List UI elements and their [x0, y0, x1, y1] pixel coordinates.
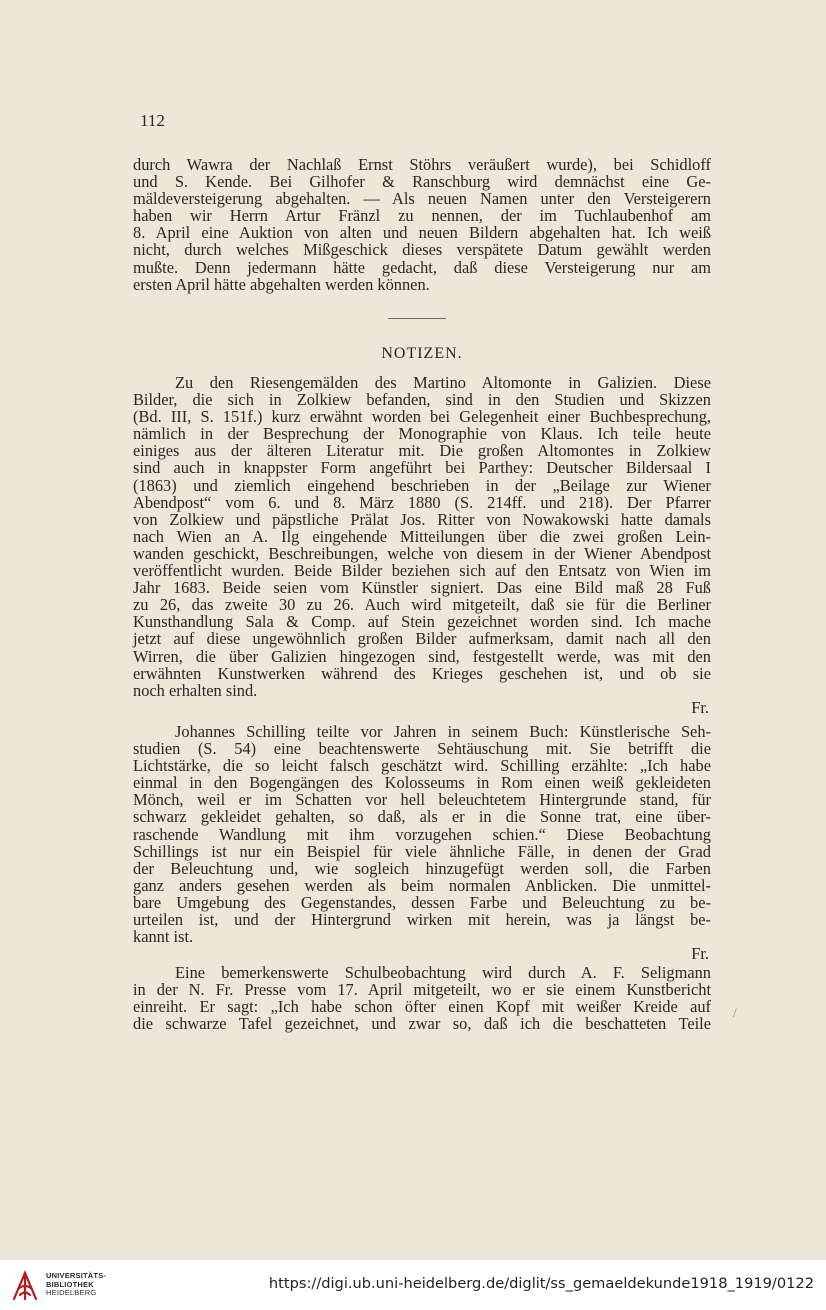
text-line: Abendpost“ vom 6. und 8. März 1880 (S. 214ff. und 218). Der Pfarrer	[133, 492, 711, 512]
text-line: urteilen ist, und der Hintergrund wirken mit herein, was ja längst be-	[133, 910, 711, 930]
text-line: Bilder, die sich in Zolkiew befanden, sind in den Studien und Skizzen	[133, 390, 711, 410]
text-line: noch erhalten sind.	[133, 680, 258, 700]
text-line: einiges aus der älteren Literatur mit. Die großen Altomontes in Zolkiew	[133, 441, 711, 461]
footer-bar	[0, 1259, 826, 1310]
text-line: veröffentlicht wurden. Beide Bilder beziehen sich auf den Entsatz von Wien im	[133, 561, 711, 581]
text-line: mäldeversteigerung abgehalten. — Als neuen Namen unter den Versteigerern	[133, 189, 711, 209]
text-line: schwarz gekleidet gehalten, so daß, als er in die Sonne trat, eine über-	[133, 807, 711, 827]
text-line: der Beleuchtung und, wie sogleich hinzugefügt werden soll, die Farben	[133, 858, 711, 878]
library-name-line: UNIVERSITÄTS-	[46, 1271, 107, 1280]
text-line: (Bd. III, S. 151f.) kurz erwähnt worden bei Gelegenheit einer Buchbesprechung,	[133, 407, 711, 427]
text-line: raschende Wandlung mit ihm vorzugehen schien.“ Diese Beobachtung	[133, 824, 711, 844]
author-signature: Fr.	[691, 697, 709, 717]
text-line: von Zolkiew und päpstliche Prälat Jos. Ritter von Nowakowski hatte damals	[133, 509, 711, 529]
text-line: Kunsthandlung Sala & Comp. auf Stein gezeichnet worden sind. Ich mache	[133, 612, 711, 632]
text-line: wanden geschickt, Beschreibungen, welche von diesem in der Wiener Abendpost	[133, 543, 711, 563]
text-line: mußte. Denn jedermann hätte gedacht, daß diese Versteigerung nur am	[133, 257, 711, 277]
text-line: nämlich in der Besprechung der Monographie von Klaus. Ich teile heute	[133, 424, 711, 444]
library-name-line: BIBLIOTHEK	[46, 1279, 94, 1289]
note-schilling	[133, 723, 711, 962]
text-line: nicht, durch welches Mißgeschick dieses verspätete Datum gewählt werden	[133, 240, 711, 260]
permalink-url[interactable]: https://digi.ub.uni-heidelberg.de/diglit/ss_gemaeldekunde1918_1919/0122	[268, 1275, 814, 1292]
text-line: kannt ist.	[133, 927, 194, 947]
text-line: (1863) und ziemlich eingehend beschrieben in der „Beilage zur Wiener	[133, 475, 711, 495]
text-line: Mönch, weil er im Schatten vor hell beleuchtetem Hintergrunde stand, für	[133, 790, 711, 810]
text-line: jetzt auf diese ungewöhnlich großen Bilder aufmerksam, damit nach all den	[133, 629, 711, 649]
text-line: Zu den Riesengemälden des Martino Altomonte in Galizien. Diese	[175, 373, 711, 392]
section-divider	[388, 318, 446, 319]
text-line: erwähnten Kunstwerken während des Krieges geschehen ist, und ob sie	[133, 663, 711, 683]
text-line: Wirren, die über Galizien hingezogen sind, festgestellt werde, was mit den	[133, 646, 711, 666]
author-signature: Fr.	[691, 944, 709, 964]
text-line: zu 26, das zweite 30 zu 26. Auch wird mitgeteilt, daß sie für die Berliner	[133, 595, 711, 615]
library-name-line: HEIDELBERG	[46, 1288, 97, 1297]
text-line: Johannes Schilling teilte vor Jahren in seinem Buch: Künstlerische Seh-	[175, 722, 711, 741]
margin-mark: /	[733, 1005, 737, 1020]
intro-paragraph	[133, 156, 711, 293]
text-line: Jahr 1683. Beide seien vom Künstler signiert. Das eine Bild maß 28 Fuß	[133, 578, 711, 598]
text-line: die schwarze Tafel gezeichnet, und zwar so, daß ich die beschatteten Teile	[133, 1014, 711, 1034]
library-name	[46, 1272, 106, 1298]
text-line: Lichtstärke, die so leicht falsch geschätzt wird. Schilling erzählte: „Ich habe	[133, 756, 711, 776]
text-line: in der N. Fr. Presse vom 17. April mitgeteilt, wo er sie einem Kunstbericht	[133, 980, 711, 1000]
university-library-logo-icon[interactable]	[8, 1269, 42, 1303]
note-seligmann	[133, 964, 711, 1032]
text-line: sind auch in knappster Form angeführt bei Parthey: Deutscher Bildersaal I	[133, 458, 711, 478]
text-line: ersten April hätte abgehalten werden können.	[133, 274, 430, 294]
page-number: 112	[140, 111, 165, 130]
text-line: Schillings ist nur ein Beispiel für viele ähnliche Fälle, in denen der Grad	[133, 841, 711, 861]
text-line: und S. Kende. Bei Gilhofer & Ranschburg wird demnächst eine Ge-	[133, 172, 711, 192]
text-line: ganz anders gesehen werden als beim normalen Anblicken. Die unmittel-	[133, 875, 711, 895]
section-heading: NOTIZEN.	[381, 345, 463, 362]
text-line: studien (S. 54) eine beachtenswerte Sehtäuschung mit. Sie betrifft die	[133, 739, 711, 759]
text-line: durch Wawra der Nachlaß Ernst Stöhrs veräußert wurde), bei Schidloff	[133, 155, 711, 174]
text-line: einmal in den Bogengängen des Kolosseums in Rom einen weiß gekleideten	[133, 773, 711, 793]
note-altomonte	[133, 374, 711, 716]
text-line: haben wir Herrn Artur Fränzl zu nennen, der im Tuchlaubenhof am	[133, 206, 711, 226]
text-line: bare Umgebung des Gegenstandes, dessen Farbe und Beleuchtung zu be-	[133, 892, 711, 912]
text-line: Eine bemerkenswerte Schulbeobachtung wird durch A. F. Seligmann	[175, 963, 711, 982]
text-line: einreiht. Er sagt: „Ich habe schon öfter einen Kopf mit weißer Kreide auf	[133, 997, 711, 1017]
text-line: 8. April eine Auktion von alten und neuen Bildern abgehalten hat. Ich weiß	[133, 223, 711, 243]
text-line: nach Wien an A. Ilg eingehende Mitteilungen über die zwei großen Lein-	[133, 526, 711, 546]
